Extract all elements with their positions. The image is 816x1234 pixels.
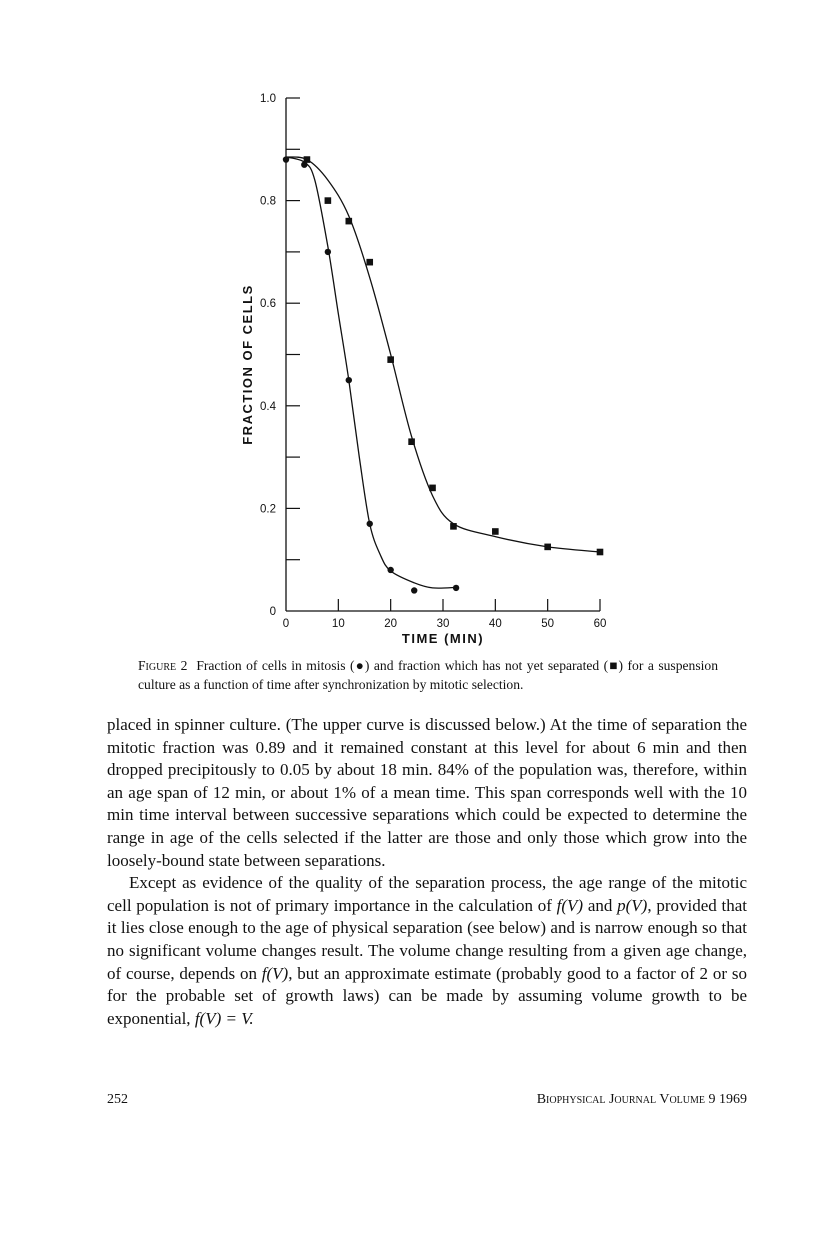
data-point-square (366, 259, 373, 266)
x-tick-label: 40 (488, 618, 502, 630)
y-tick-label: 0 (269, 606, 276, 618)
x-tick-label: 50 (541, 618, 555, 630)
data-point-square (544, 544, 551, 551)
data-point-circle (453, 585, 459, 591)
y-axis-title: FRACTION OF CELLS (240, 284, 255, 445)
paragraph-2-part-c: , provided that it lies close enough to the age of physical separation (see below) and is narrow enough so that no significant volume changes result. The volume change resulting from a given age change, of course, depends on (107, 895, 748, 983)
data-point-square (492, 528, 499, 535)
data-point-square (450, 523, 457, 530)
square-marker-icon: ■ (608, 658, 619, 673)
figure-label: Figure 2 (138, 658, 188, 673)
paragraph-2-part-b: and (583, 895, 618, 915)
data-point-circle (411, 587, 417, 593)
math-fv: f(V) (556, 895, 584, 915)
journal-info: Biophysical Journal Volume 9 1969 (536, 1092, 747, 1107)
y-tick-label: 0.8 (260, 195, 276, 208)
data-point-square (387, 356, 394, 363)
x-tick-label: 60 (593, 618, 607, 630)
math-fv-2: f(V) (261, 963, 289, 983)
data-point-circle (325, 249, 331, 255)
data-point-circle (387, 567, 393, 573)
math-pv: p(V) (617, 895, 648, 915)
x-tick-label: 10 (331, 618, 345, 630)
caption-text-1: Fraction of cells in mitosis ( (196, 658, 355, 673)
series-square-curve (286, 157, 600, 552)
y-tick-label: 0.6 (260, 298, 276, 311)
y-tick-label: 0.2 (260, 503, 276, 516)
y-tick-label: 1.0 (260, 93, 276, 105)
data-point-square (346, 218, 353, 225)
data-point-square (597, 549, 604, 556)
data-point-circle (346, 377, 352, 383)
circle-marker-icon: ● (354, 658, 365, 673)
figure-2-chart (230, 86, 630, 646)
data-point-square (408, 438, 415, 445)
data-point-square (429, 485, 436, 492)
figure-caption (138, 656, 718, 694)
paragraph-2 (107, 872, 747, 1030)
x-tick-label: 30 (436, 618, 450, 630)
y-tick-label: 0.4 (260, 400, 276, 413)
x-tick-label: 20 (384, 618, 398, 630)
caption-text-3: ) for a suspension culture as a function of time after synchronization by mitotic selection. (138, 658, 718, 692)
paragraph-1: placed in spinner culture. (The upper curve is discussed below.) At the time of separation the mitotic fraction was 0.89 and it remained constant at this level for about 6 min and then dropped precipitously to 0.05 by about 18 min. 84% of the population was, therefore, within an age span of 12 min, or about 1% of a mean time. This span corresponds well with the 10 min time interval between successive separations which could be expected to determine the range in age of the cells selected if the latter are those and only those which grow into the loosely-bound state between separations. (107, 715, 747, 870)
data-point-circle (367, 521, 373, 527)
x-axis-title: TIME (MIN) (401, 631, 485, 646)
data-point-square (325, 197, 332, 204)
paragraph-2-part-d: , but an approximate estimate (probably good to a factor of 2 or so for the probable set of growth laws) can be made by assuming volume growth to be exponential, (107, 963, 747, 1028)
math-equation: f(V) = V. (194, 1008, 254, 1028)
x-tick-label: 0 (282, 618, 290, 630)
paragraph-2-part-a: Except as evidence of the quality of the separation process, the age range of the mitotic cell population is not of primary importance in the calculation of (107, 873, 747, 915)
caption-text-2: ) and fraction which has not yet separated ( (364, 658, 609, 673)
data-point-square (304, 156, 311, 163)
body-text (107, 714, 747, 1030)
page-number: 252 (107, 1092, 128, 1107)
